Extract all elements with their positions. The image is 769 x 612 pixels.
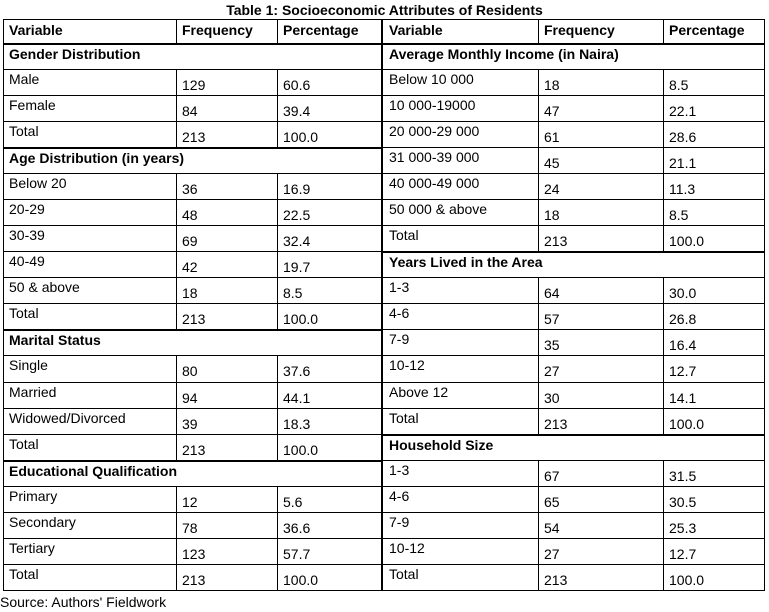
right-header-percentage: Percentage [669, 22, 745, 38]
percentage-cell: 25.3 [669, 519, 697, 536]
variable-cell: 40-49 [9, 253, 45, 270]
row-border [3, 69, 381, 70]
left-header-frequency: Frequency [182, 22, 253, 38]
variable-cell: 10-12 [389, 357, 425, 374]
frequency-cell: 12 [182, 493, 198, 510]
column-border [538, 460, 539, 486]
variable-cell: 20 000-29 000 [389, 123, 480, 140]
variable-cell: Total [389, 227, 419, 244]
row-border [3, 19, 765, 20]
column-border [277, 19, 278, 43]
percentage-cell: 26.8 [669, 311, 697, 328]
row-border [383, 199, 765, 200]
frequency-cell: 64 [544, 285, 560, 302]
frequency-cell: 61 [544, 129, 560, 146]
percentage-cell: 22.5 [283, 207, 311, 224]
row-border [3, 199, 381, 200]
row-border [383, 329, 765, 330]
column-border [277, 199, 278, 225]
column-border [381, 19, 383, 590]
column-border [764, 19, 765, 590]
column-border [176, 173, 177, 199]
percentage-cell: 14.1 [669, 389, 697, 406]
section-heading: Gender Distribution [9, 46, 141, 62]
column-border [277, 95, 278, 121]
table-title: Table 1: Socioeconomic Attributes of Residents [226, 2, 543, 18]
column-border [663, 355, 664, 381]
percentage-cell: 28.6 [669, 129, 697, 146]
row-border [383, 303, 765, 304]
frequency-cell: 42 [182, 259, 198, 276]
percentage-cell: 12.7 [669, 363, 697, 380]
column-border [176, 355, 177, 381]
column-border [277, 382, 278, 408]
row-border [383, 538, 765, 539]
column-border [277, 408, 278, 434]
column-border [663, 460, 664, 486]
column-border [663, 408, 664, 434]
frequency-cell: 213 [544, 415, 568, 432]
right-header-variable: Variable [389, 22, 443, 38]
row-border [383, 121, 765, 122]
percentage-cell: 60.6 [283, 77, 311, 94]
column-border [538, 225, 539, 251]
row-border [3, 225, 381, 226]
frequency-cell: 78 [182, 519, 198, 536]
row-border [3, 538, 381, 539]
percentage-cell: 100.0 [283, 441, 319, 458]
column-border [538, 173, 539, 199]
frequency-cell: 39 [182, 415, 198, 432]
row-border [3, 355, 381, 356]
column-border [538, 199, 539, 225]
percentage-cell: 18.3 [283, 415, 311, 432]
column-border [663, 95, 664, 121]
column-border [277, 303, 278, 329]
frequency-cell: 213 [182, 571, 206, 588]
frequency-cell: 18 [544, 207, 560, 224]
percentage-cell: 36.6 [283, 519, 311, 536]
column-border [663, 121, 664, 147]
variable-cell: 31 000-39 000 [389, 149, 480, 166]
frequency-cell: 94 [182, 389, 198, 406]
column-border [663, 19, 664, 43]
frequency-cell: 30 [544, 389, 560, 406]
variable-cell: Primary [9, 487, 58, 504]
row-border [383, 408, 765, 409]
column-border [176, 277, 177, 303]
percentage-cell: 100.0 [669, 415, 705, 432]
column-border [176, 199, 177, 225]
column-border [538, 408, 539, 434]
column-border [277, 355, 278, 381]
row-border [3, 121, 381, 122]
percentage-cell: 37.6 [283, 363, 311, 380]
frequency-cell: 213 [182, 129, 206, 146]
row-border [3, 434, 381, 435]
variable-cell: 1-3 [389, 461, 410, 478]
frequency-cell: 69 [182, 233, 198, 250]
column-border [277, 251, 278, 277]
section-heading: Average Monthly Income (in Naira) [389, 46, 619, 62]
percentage-cell: 8.5 [669, 77, 689, 94]
column-border [277, 564, 278, 590]
variable-cell: 7-9 [389, 331, 410, 348]
percentage-cell: 21.1 [669, 155, 697, 172]
frequency-cell: 47 [544, 103, 560, 120]
percentage-cell: 8.5 [669, 207, 689, 224]
column-border [277, 121, 278, 147]
column-border [663, 277, 664, 303]
percentage-cell: 100.0 [669, 571, 705, 588]
percentage-cell: 32.4 [283, 233, 311, 250]
frequency-cell: 213 [182, 311, 206, 328]
percentage-cell: 100.0 [669, 233, 705, 250]
frequency-cell: 213 [182, 441, 206, 458]
column-border [663, 303, 664, 329]
variable-cell: Secondary [9, 513, 76, 530]
frequency-cell: 27 [544, 363, 560, 380]
variable-cell: 20-29 [9, 201, 45, 218]
percentage-cell: 16.9 [283, 181, 311, 198]
variable-cell: 4-6 [389, 305, 410, 322]
column-border [663, 199, 664, 225]
right-header-frequency: Frequency [544, 22, 615, 38]
column-border [277, 538, 278, 564]
column-border [663, 512, 664, 538]
variable-cell: 7-9 [389, 513, 410, 530]
frequency-cell: 36 [182, 181, 198, 198]
variable-cell: Total [389, 409, 419, 426]
section-heading: Household Size [389, 436, 494, 453]
column-border [663, 564, 664, 590]
variable-cell: 10-12 [389, 539, 425, 556]
frequency-cell: 57 [544, 311, 560, 328]
variable-cell: Total [389, 565, 419, 582]
percentage-cell: 8.5 [283, 285, 303, 302]
row-border [383, 95, 765, 96]
variable-cell: Tertiary [9, 539, 55, 556]
source-note: Source: Authors' Fieldwork [0, 594, 167, 610]
frequency-cell: 18 [182, 285, 198, 302]
percentage-cell: 12.7 [669, 545, 697, 562]
variable-cell: Below 10 000 [389, 71, 474, 88]
column-border [176, 434, 177, 460]
percentage-cell: 31.5 [669, 467, 697, 484]
variable-cell: 4-6 [389, 487, 410, 504]
column-border [277, 277, 278, 303]
row-border [3, 95, 381, 96]
column-border [663, 382, 664, 408]
frequency-cell: 213 [544, 233, 568, 250]
percentage-cell: 39.4 [283, 103, 311, 120]
column-border [663, 225, 664, 251]
column-border [176, 225, 177, 251]
row-border [3, 277, 381, 278]
row-border [383, 251, 765, 253]
percentage-cell: 11.3 [669, 181, 696, 198]
row-border [383, 355, 765, 356]
row-border [3, 382, 381, 383]
row-border [383, 382, 765, 383]
row-border [383, 147, 765, 148]
column-border [538, 121, 539, 147]
column-border [538, 486, 539, 512]
column-border [176, 303, 177, 329]
row-border [383, 460, 765, 461]
frequency-cell: 35 [544, 337, 560, 354]
percentage-cell: 19.7 [283, 259, 311, 276]
left-header-percentage: Percentage [283, 22, 359, 38]
percentage-cell: 57.7 [283, 545, 311, 562]
percentage-cell: 5.6 [283, 493, 303, 510]
row-border [3, 564, 381, 565]
frequency-cell: 123 [182, 545, 206, 562]
column-border [663, 173, 664, 199]
variable-cell: Female [9, 97, 56, 114]
column-border [176, 512, 177, 538]
variable-cell: Single [9, 357, 48, 374]
column-border [663, 147, 664, 173]
left-header-variable: Variable [9, 22, 63, 38]
variable-cell: 10 000-19000 [389, 97, 476, 114]
column-border [663, 538, 664, 564]
row-border [3, 303, 381, 304]
variable-cell: Above 12 [389, 383, 449, 400]
column-border [176, 19, 177, 43]
percentage-cell: 100.0 [283, 571, 319, 588]
row-border [3, 251, 381, 252]
row-border [3, 147, 381, 149]
percentage-cell: 30.5 [669, 493, 697, 510]
variable-cell: Total [9, 123, 39, 140]
column-border [277, 486, 278, 512]
frequency-cell: 48 [182, 207, 198, 224]
frequency-cell: 27 [544, 545, 560, 562]
column-border [277, 173, 278, 199]
variable-cell: Total [9, 435, 39, 452]
variable-cell: 30-39 [9, 227, 45, 244]
percentage-cell: 44.1 [283, 389, 311, 406]
frequency-cell: 67 [544, 467, 560, 484]
row-border [3, 486, 381, 487]
column-border [176, 69, 177, 95]
column-border [663, 329, 664, 355]
column-border [277, 434, 278, 460]
variable-cell: Total [9, 305, 39, 322]
frequency-cell: 54 [544, 519, 560, 536]
row-border [383, 277, 765, 278]
column-border [176, 95, 177, 121]
column-border [176, 564, 177, 590]
variable-cell: 50 & above [9, 279, 80, 296]
percentage-cell: 16.4 [669, 337, 697, 354]
column-border [538, 538, 539, 564]
column-border [277, 225, 278, 251]
section-heading: Marital Status [9, 332, 101, 349]
frequency-cell: 24 [544, 181, 560, 198]
frequency-cell: 84 [182, 103, 198, 120]
row-border [383, 434, 765, 436]
variable-cell: Married [9, 383, 57, 400]
column-border [176, 486, 177, 512]
column-border [3, 19, 4, 590]
column-border [538, 329, 539, 355]
row-border [3, 329, 381, 331]
column-border [176, 251, 177, 277]
row-border [383, 225, 765, 226]
column-border [538, 19, 539, 43]
frequency-cell: 18 [544, 77, 560, 94]
row-border [383, 564, 765, 565]
column-border [277, 69, 278, 95]
percentage-cell: 30.0 [669, 285, 697, 302]
frequency-cell: 80 [182, 363, 198, 380]
socioeconomic-table [3, 19, 765, 593]
column-border [538, 277, 539, 303]
column-border [538, 147, 539, 173]
variable-cell: Below 20 [9, 175, 67, 192]
row-border [383, 69, 765, 70]
variable-cell: Male [9, 71, 40, 88]
row-border [3, 512, 381, 513]
variable-cell: 1-3 [389, 279, 410, 296]
column-border [663, 69, 664, 95]
percentage-cell: 22.1 [669, 103, 697, 120]
frequency-cell: 65 [544, 493, 560, 510]
column-border [538, 512, 539, 538]
row-border [3, 460, 381, 462]
column-border [663, 486, 664, 512]
column-border [538, 382, 539, 408]
frequency-cell: 45 [544, 155, 560, 172]
row-border [3, 590, 765, 591]
variable-cell: 50 000 & above [389, 201, 488, 218]
percentage-cell: 100.0 [283, 129, 319, 146]
column-border [538, 303, 539, 329]
column-border [538, 355, 539, 381]
column-border [176, 408, 177, 434]
column-border [176, 538, 177, 564]
section-heading: Educational Qualification [9, 462, 178, 479]
section-heading: Years Lived in the Area [389, 254, 543, 271]
frequency-cell: 213 [544, 571, 568, 588]
percentage-cell: 100.0 [283, 311, 319, 328]
column-border [277, 512, 278, 538]
column-border [538, 95, 539, 121]
variable-cell: 40 000-49 000 [389, 175, 480, 192]
row-border [3, 408, 381, 409]
row-border [3, 173, 381, 174]
frequency-cell: 129 [182, 77, 206, 94]
column-border [538, 564, 539, 590]
column-border [176, 382, 177, 408]
variable-cell: Total [9, 565, 39, 582]
variable-cell: Widowed/Divorced [9, 409, 126, 426]
column-border [176, 121, 177, 147]
row-border [383, 486, 765, 487]
column-border [538, 69, 539, 95]
row-border [3, 43, 765, 45]
row-border [383, 173, 765, 174]
row-border [383, 512, 765, 513]
section-heading: Age Distribution (in years) [9, 150, 185, 167]
